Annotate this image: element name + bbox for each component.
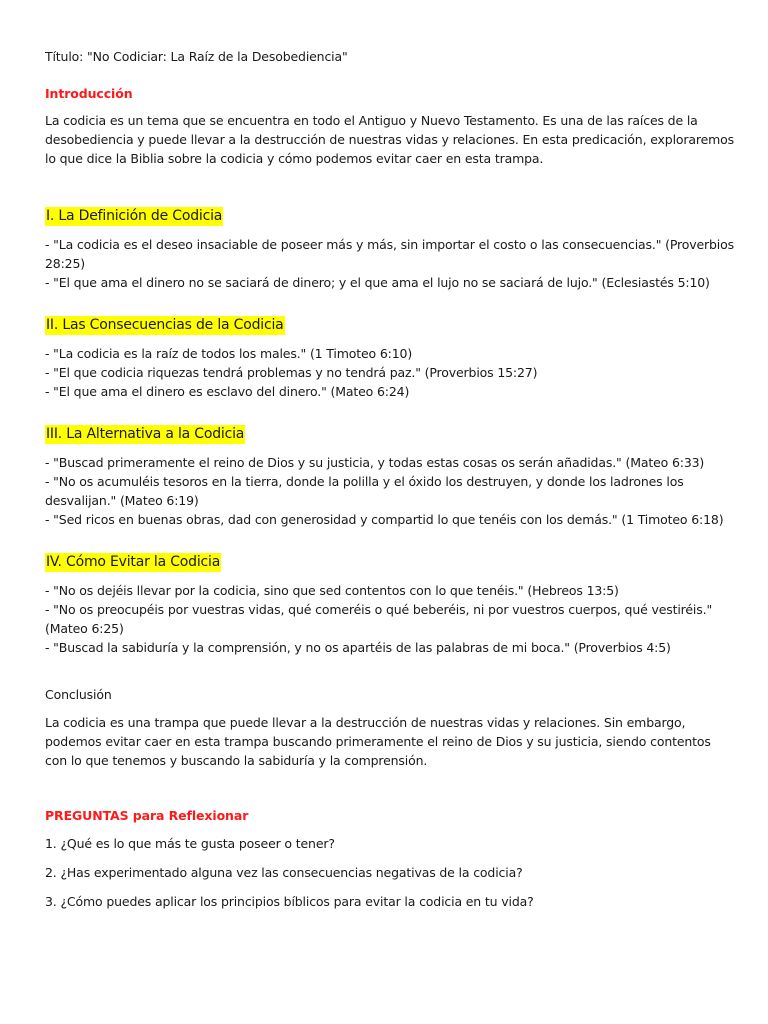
list-item: - "Buscad la sabiduría y la comprensión, y no os apartéis de las palabras de mi boca." (Proverbios 4:5) <box>45 640 671 655</box>
section-4 <box>45 552 735 657</box>
section-heading: III. La Alternativa a la Codicia <box>46 426 245 442</box>
section-3 <box>45 424 735 529</box>
list-item: - "El que ama el dinero es esclavo del dinero." (Mateo 6:24) <box>45 384 410 399</box>
list-item: - "Sed ricos en buenas obras, dad con generosidad y compartid lo que tenéis con los demás." (1 Timoteo 6:18) <box>45 512 724 527</box>
list-item: - "No os preocupéis por vuestras vidas, qué comeréis o qué beberéis, ni por vuestros cuerpos, qué vestiréis." (Mateo 6:25) <box>45 602 713 636</box>
document-page <box>45 47 735 911</box>
list-item: - "No os acumuléis tesoros en la tierra, donde la polilla y el óxido los destruyen, y donde los ladrones los desvalijan." (Mateo 6:19) <box>45 474 684 508</box>
question-item: 2. ¿Has experimentado alguna vez las consecuencias negativas de la codicia? <box>45 865 523 880</box>
intro-paragraph: La codicia es un tema que se encuentra en todo el Antiguo y Nuevo Testamento. Es una de las raíces de la desobediencia y puede llevar a la destrucción de nuestras vidas y relaciones. En esta predicación, exploraremos lo que dice la Biblia sobre la codicia y cómo podemos evitar caer en esta trampa. <box>45 113 735 166</box>
questions-heading: PREGUNTAS para Reflexionar <box>45 808 249 823</box>
conclusion-heading: Conclusión <box>45 687 112 702</box>
list-item: - "La codicia es el deseo insaciable de poseer más y más, sin importar el costo o las consecuencias." (Proverbios 28:25) <box>45 237 734 271</box>
section-heading: IV. Cómo Evitar la Codicia <box>46 554 221 570</box>
list-item: - "El que codicia riquezas tendrá problemas y no tendrá paz." (Proverbios 15:27) <box>45 365 538 380</box>
list-item: - "Buscad primeramente el reino de Dios y su justicia, y todas estas cosas os serán añadidas." (Mateo 6:33) <box>45 455 705 470</box>
question-item: 3. ¿Cómo puedes aplicar los principios bíblicos para evitar la codicia en tu vida? <box>45 894 534 909</box>
section-heading: I. La Definición de Codicia <box>46 208 223 224</box>
question-item: 1. ¿Qué es lo que más te gusta poseer o tener? <box>45 836 335 851</box>
intro-heading: Introducción <box>45 86 133 101</box>
section-heading: II. Las Consecuencias de la Codicia <box>46 317 284 333</box>
section-2 <box>45 315 735 401</box>
document-title: Título: "No Codiciar: La Raíz de la Desobediencia" <box>45 49 348 64</box>
conclusion-paragraph: La codicia es una trampa que puede llevar a la destrucción de nuestras vidas y relaciones. Sin embargo, podemos evitar caer en esta trampa buscando primeramente el reino de Dios y su justicia, siendo contentos con lo que tenemos y buscando la sabiduría y la comprensión. <box>45 715 711 768</box>
list-item: - "No os dejéis llevar por la codicia, sino que sed contentos con lo que tenéis." (Hebreos 13:5) <box>45 583 619 598</box>
list-item: - "El que ama el dinero no se saciará de dinero; y el que ama el lujo no se saciará de lujo." (Eclesiastés 5:10) <box>45 275 710 290</box>
section-1 <box>45 206 735 292</box>
list-item: - "La codicia es la raíz de todos los males." (1 Timoteo 6:10) <box>45 346 413 361</box>
